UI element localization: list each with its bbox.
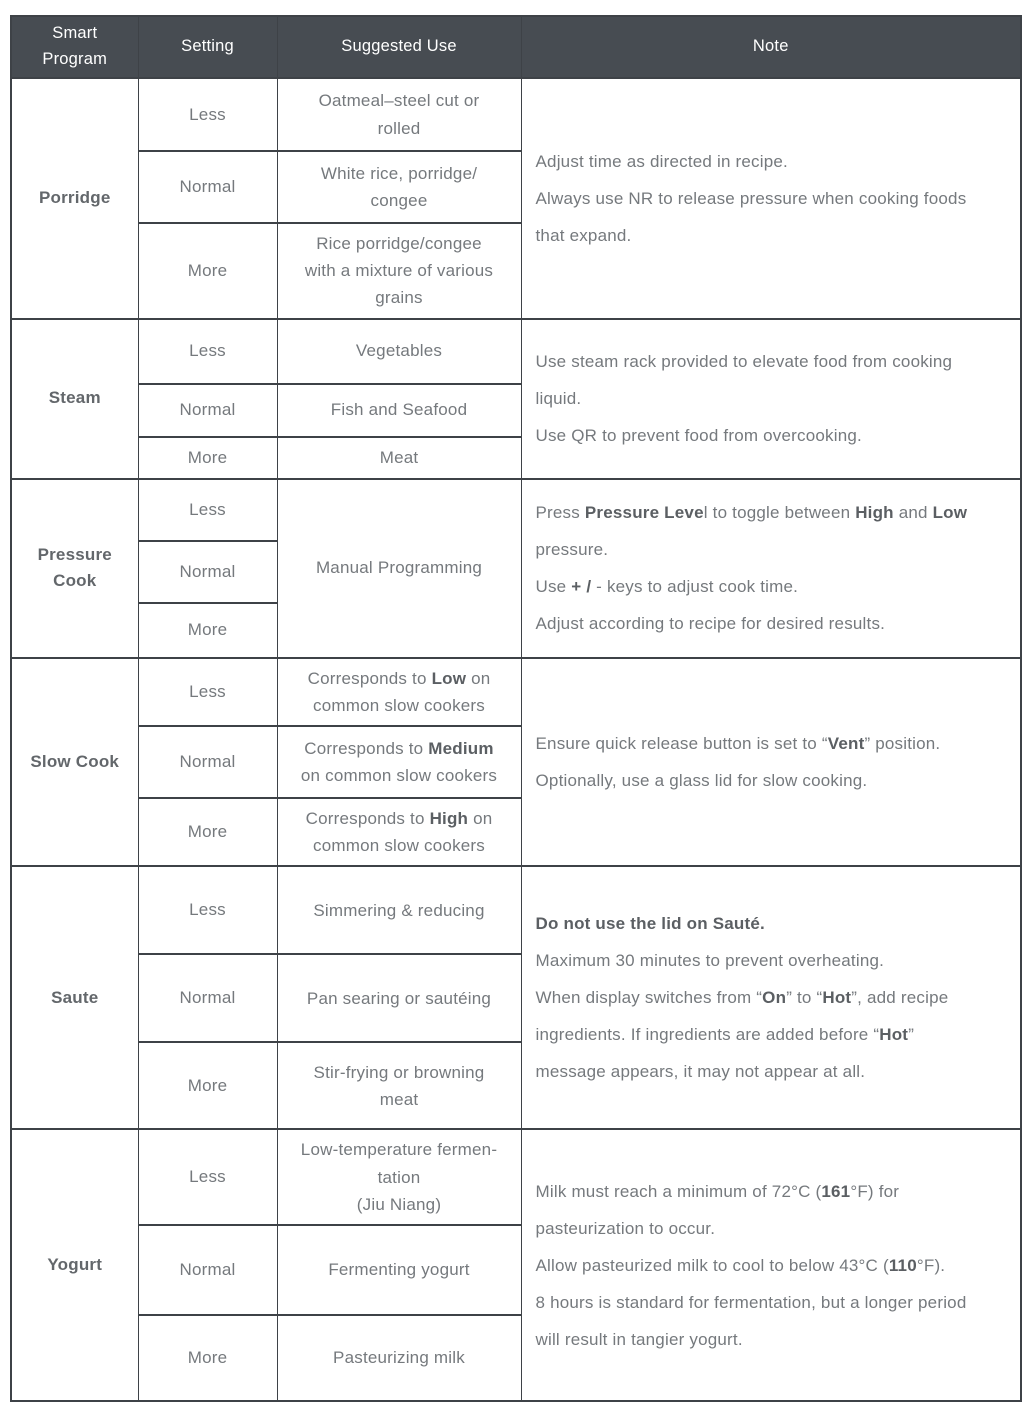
- section-pressure-cook: [11, 479, 1021, 658]
- note-paragraph: Allow pasteurized milk to cool to below 43°C (110°F).: [535, 1255, 946, 1275]
- use-cell: Rice porridge/congee with a mixture of various grains: [277, 223, 521, 319]
- use-cell: Simmering & reducing: [277, 866, 521, 954]
- note-paragraph: 8 hours is standard for fermentation, but a longer period will result in tangier yogurt.: [535, 1292, 967, 1349]
- note-cell-porridge: [521, 78, 1021, 319]
- note-paragraph: Use QR to prevent food from overcooking.: [535, 426, 862, 446]
- use-cell-merged: Manual Programming: [277, 479, 521, 658]
- note-paragraph: Use + / - keys to adjust cook time.: [535, 577, 799, 597]
- setting-cell: Less: [138, 658, 277, 726]
- use-cell: Fish and Seafood: [277, 384, 521, 437]
- col-header-setting: Setting: [138, 16, 277, 78]
- section-porridge: [11, 78, 1021, 319]
- table-row: [11, 866, 1021, 954]
- note-paragraph: Press Pressure Level to toggle between High and Low pressure.: [535, 503, 968, 560]
- table-row: [11, 658, 1021, 726]
- use-cell: Vegetables: [277, 319, 521, 384]
- use-cell: Low-temperature fermen- tation (Jiu Niang): [277, 1129, 521, 1225]
- note-cell-yogurt: [521, 1129, 1021, 1401]
- table-row: [11, 1129, 1021, 1225]
- use-cell: Meat: [277, 437, 521, 479]
- setting-cell: Less: [138, 78, 277, 151]
- setting-cell: Normal: [138, 1225, 277, 1315]
- table-row: [11, 78, 1021, 151]
- setting-cell: More: [138, 798, 277, 866]
- setting-cell: Less: [138, 479, 277, 541]
- use-cell: Stir-frying or browning meat: [277, 1042, 521, 1129]
- cooking-programs-table: [10, 15, 1022, 1402]
- setting-cell: Less: [138, 866, 277, 954]
- note-cell-steam: [521, 319, 1021, 479]
- use-cell: Corresponds to Low on common slow cookers: [277, 658, 521, 726]
- note-paragraph: Always use NR to release pressure when cooking foods that expand.: [535, 188, 967, 245]
- use-cell: White rice, porridge/ congee: [277, 151, 521, 223]
- use-cell: Pan searing or sautéing: [277, 954, 521, 1042]
- table-header-row: [11, 16, 1021, 78]
- note-paragraph: Maximum 30 minutes to prevent overheating.: [535, 951, 885, 971]
- section-steam: [11, 319, 1021, 479]
- setting-cell: Less: [138, 319, 277, 384]
- setting-cell: More: [138, 223, 277, 319]
- note-paragraph: Optionally, use a glass lid for slow cooking.: [535, 770, 868, 790]
- setting-cell: Normal: [138, 151, 277, 223]
- table-row: [11, 479, 1021, 541]
- note-cell-saute: [521, 866, 1021, 1129]
- setting-cell: More: [138, 1315, 277, 1401]
- program-cell-yogurt: Yogurt: [11, 1129, 138, 1401]
- note-paragraph: Do not use the lid on Sauté.: [535, 914, 765, 934]
- program-cell-steam: Steam: [11, 319, 138, 479]
- use-cell: Pasteurizing milk: [277, 1315, 521, 1401]
- col-header-note: Note: [521, 16, 1021, 78]
- setting-cell: Normal: [138, 541, 277, 603]
- col-header-suggested-use: Suggested Use: [277, 16, 521, 78]
- setting-cell: More: [138, 1042, 277, 1129]
- use-cell: Corresponds to Medium on common slow cookers: [277, 726, 521, 798]
- setting-cell: Normal: [138, 954, 277, 1042]
- note-paragraph: Use steam rack provided to elevate food from cooking liquid.: [535, 352, 953, 409]
- use-cell: Corresponds to High on common slow cookers: [277, 798, 521, 866]
- note-paragraph: Ensure quick release button is set to “Vent” position.: [535, 733, 941, 753]
- program-cell-pressure-cook: Pressure Cook: [11, 479, 138, 658]
- note-paragraph: Adjust according to recipe for desired results.: [535, 614, 886, 634]
- section-yogurt: [11, 1129, 1021, 1401]
- setting-cell: More: [138, 603, 277, 658]
- section-slow-cook: [11, 658, 1021, 867]
- setting-cell: Normal: [138, 384, 277, 437]
- table-row: [11, 319, 1021, 384]
- note-paragraph: When display switches from “On” to “Hot”, add recipe ingredients. If ingredients are added before “Hot” message appears, it may not appear at all.: [535, 988, 949, 1082]
- program-cell-saute: Saute: [11, 866, 138, 1129]
- note-paragraph: Adjust time as directed in recipe.: [535, 151, 788, 171]
- note-cell-slow-cook: [521, 658, 1021, 867]
- setting-cell: More: [138, 437, 277, 479]
- use-cell: Fermenting yogurt: [277, 1225, 521, 1315]
- setting-cell: Normal: [138, 726, 277, 798]
- note-paragraph: Milk must reach a minimum of 72°C (161°F) for pasteurization to occur.: [535, 1181, 900, 1238]
- program-cell-slow-cook: Slow Cook: [11, 658, 138, 867]
- section-saute: [11, 866, 1021, 1129]
- col-header-smart-program: Smart Program: [11, 16, 138, 78]
- note-cell-pressure-cook: [521, 479, 1021, 658]
- program-cell-porridge: Porridge: [11, 78, 138, 319]
- use-cell: Oatmeal–steel cut or rolled: [277, 78, 521, 151]
- setting-cell: Less: [138, 1129, 277, 1225]
